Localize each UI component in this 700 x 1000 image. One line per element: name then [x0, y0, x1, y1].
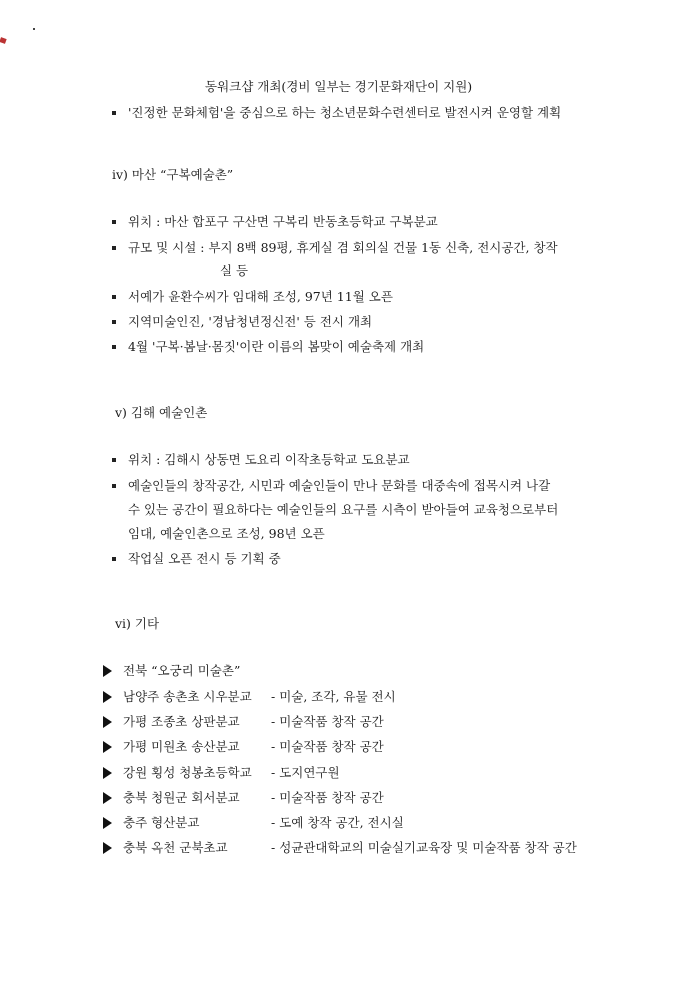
list-item-continuation: 수 있는 공간이 필요하다는 예술인들의 요구를 시측이 받아들여 교육청으로부터	[128, 502, 559, 517]
list-item	[103, 813, 404, 831]
list-item-name: 전북 “오궁리 미술촌”	[123, 663, 241, 678]
list-item-name: 가평 미원초 송산분교	[123, 739, 240, 754]
list-item	[103, 788, 384, 806]
bullet-icon	[112, 246, 116, 250]
list-item-text: 서예가 윤환수씨가 임대해 조성, 97년 11월 오픈	[128, 289, 393, 304]
triangle-bullet-icon	[103, 716, 112, 728]
list-item	[112, 287, 393, 305]
list-item-name: 남양주 송촌초 시우분교	[123, 689, 252, 704]
bullet-icon	[112, 111, 116, 115]
list-item	[112, 337, 424, 355]
plan-line	[112, 103, 561, 121]
list-item	[112, 238, 558, 256]
bullet-icon	[112, 458, 116, 462]
list-item-desc: - 미술작품 창작 공간	[271, 790, 384, 805]
scan-artifact-dot	[33, 28, 35, 30]
list-item-name: 충주 형산분교	[123, 815, 200, 830]
list-item-text: 지역미술인진, '경남청년정신전' 등 전시 개최	[128, 314, 373, 329]
list-item-desc: - 미술, 조각, 유물 전시	[271, 689, 396, 704]
triangle-bullet-icon	[103, 767, 112, 779]
triangle-bullet-icon	[103, 842, 112, 854]
list-item-name: 강원 횡성 청봉초등학교	[123, 765, 252, 780]
bullet-icon	[112, 295, 116, 299]
section-v-heading: v) 김해 예술인촌	[115, 405, 208, 420]
list-item-continuation: 실 등	[220, 263, 249, 278]
triangle-bullet-icon	[103, 792, 112, 804]
plan-text: '진정한 문화체험'을 중심으로 하는 청소년문화수련센터로 발전시켜 운영할 계획	[128, 105, 562, 120]
list-item-desc: - 미술작품 창작 공간	[271, 739, 384, 754]
list-item-desc: - 미술작품 창작 공간	[271, 714, 384, 729]
list-item-text: 위치 : 마산 합포구 구산면 구복리 반동초등학교 구복분교	[128, 214, 438, 229]
list-item-text: 예술인들의 창작공간, 시민과 예술인들이 만나 문화를 대중속에 접목시켜 나갈	[128, 478, 551, 493]
list-item-desc: - 도예 창작 공간, 전시실	[271, 815, 404, 830]
list-item-text: 규모 및 시설 : 부지 8백 89평, 휴게실 겸 회의실 건물 1동 신축, 전시공간, 창작	[128, 240, 558, 255]
workshop-line: 동워크샵 개최(경비 일부는 경기문화재단이 지원)	[205, 79, 473, 94]
triangle-bullet-icon	[103, 691, 112, 703]
list-item-name: 충북 옥천 군북초교	[123, 840, 228, 855]
list-item	[112, 476, 550, 494]
triangle-bullet-icon	[103, 665, 112, 677]
list-item-desc: - 도지연구원	[271, 765, 340, 780]
list-item	[112, 450, 410, 468]
list-item	[112, 312, 372, 330]
list-item	[112, 212, 438, 230]
section-vi-heading: vi) 기타	[115, 616, 160, 631]
bullet-icon	[112, 484, 116, 488]
list-item-text: 4월 '구복·봄날·몸짓'이란 이름의 봄맞이 예술축제 개최	[128, 339, 425, 354]
list-item-name: 충북 청원군 회서분교	[123, 790, 240, 805]
list-item	[112, 549, 281, 567]
list-item-text: 작업실 오픈 전시 등 기획 중	[128, 551, 281, 566]
bullet-icon	[112, 320, 116, 324]
bullet-icon	[112, 220, 116, 224]
list-item-text: 위치 : 김해시 상동면 도요리 이작초등학교 도요분교	[128, 452, 410, 467]
list-item	[103, 737, 384, 755]
list-item	[103, 763, 340, 781]
list-item-continuation: 임대, 예술인촌으로 조성, 98년 오픈	[128, 526, 325, 541]
bullet-icon	[112, 345, 116, 349]
section-iv-heading: iv) 마산 “구복예술촌”	[112, 167, 234, 182]
list-item	[103, 661, 271, 679]
triangle-bullet-icon	[103, 741, 112, 753]
list-item-name: 가평 조종초 상판분교	[123, 714, 240, 729]
list-item	[103, 838, 577, 856]
triangle-bullet-icon	[103, 817, 112, 829]
bullet-icon	[112, 557, 116, 561]
list-item	[103, 712, 384, 730]
list-item	[103, 687, 396, 705]
scan-artifact-mark	[0, 37, 7, 44]
list-item-desc: - 성균관대학교의 미술실기교육장 및 미술작품 창작 공간	[271, 840, 577, 855]
